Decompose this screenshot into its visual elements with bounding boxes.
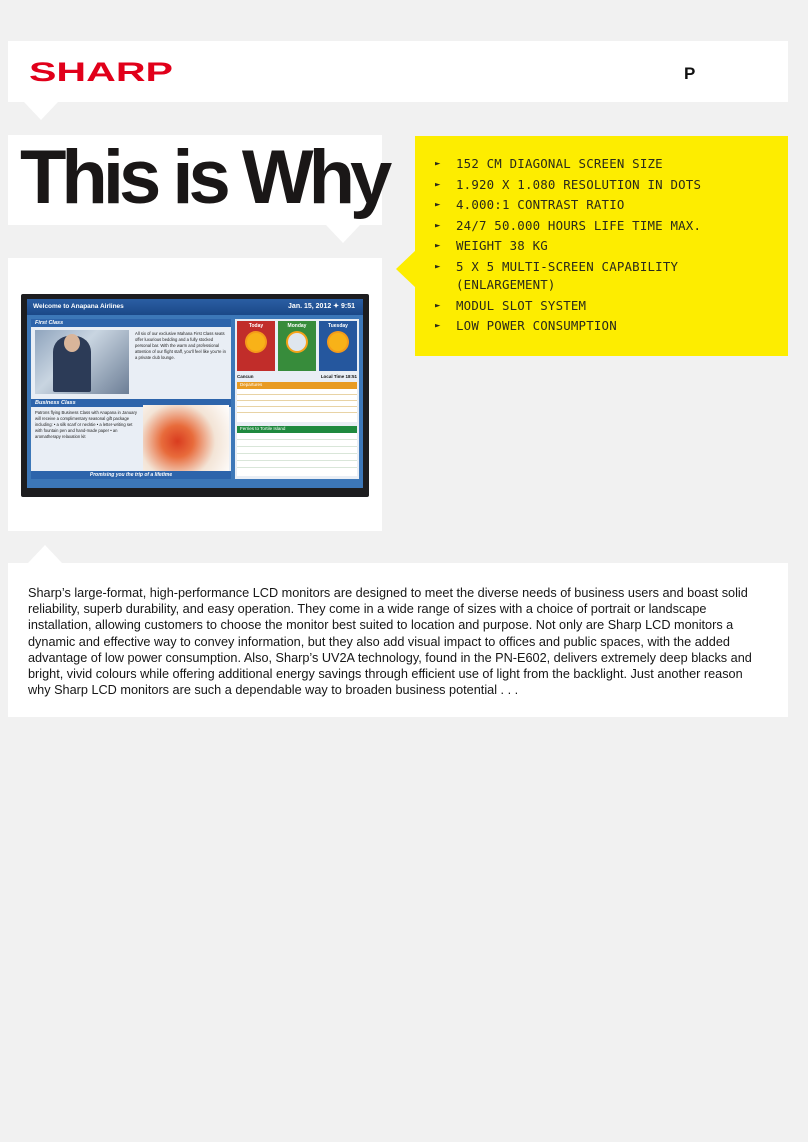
bullet-icon: ►: [435, 241, 441, 252]
headline: This is Why: [20, 135, 388, 220]
spec-item: ► MODUL SLOT SYSTEM: [435, 297, 587, 313]
header-pointer: [24, 102, 58, 120]
weather-monday: Monday: [278, 321, 316, 371]
spec-list: [433, 155, 778, 338]
operating-timetable: Ferries to Tortile Island: [237, 426, 357, 476]
cabin-photo: [35, 330, 129, 394]
business-class-heading: Business Class: [31, 399, 231, 407]
bullet-icon: ►: [435, 321, 441, 332]
monitor-screen: [27, 299, 363, 488]
spec-item: ► WEIGHT 38 KG: [435, 238, 548, 254]
flower-photo: [143, 405, 229, 471]
business-class-text: Patrons flying Business Class with Anapana in January will receive a complimentary seasonal gift package including: • a silk scarf or necktie • a letter-writing set with fountain pen and hand-made paper • an aromatherapy relaxation kit: [35, 410, 137, 439]
photo-pointer: [28, 545, 62, 563]
spec-pointer: [396, 250, 416, 288]
departures-table: Departures: [237, 382, 357, 422]
sun-icon: [288, 333, 306, 351]
spec-item: ► 5 X 5 MULTI-SCREEN CAPABILITY (ENLARGEMENT): [435, 258, 679, 292]
spec-item: ► 24/7 50.000 HOURS LIFE TIME MAX.: [435, 217, 702, 233]
sun-icon: [329, 333, 347, 351]
screen-title: Welcome to Anapana Airlines: [33, 303, 124, 310]
description-box: [8, 563, 788, 717]
first-class-heading: First Class: [31, 319, 231, 327]
sun-icon: [247, 333, 265, 351]
spec-item: ► 1.920 X 1.080 RESOLUTION IN DOTS: [435, 176, 702, 192]
lcd-monitor-image: [21, 294, 369, 497]
spec-box: [415, 136, 788, 356]
screen-datetime: Jan. 15, 2012 ✦ 9:51: [288, 303, 355, 310]
page-letter: P: [684, 64, 696, 83]
weather-today: Today: [237, 321, 275, 371]
headline-pointer: [326, 225, 360, 243]
header: [8, 41, 788, 102]
bullet-icon: ►: [435, 179, 441, 190]
screen-right-panel: [235, 319, 359, 479]
bullet-icon: ►: [435, 300, 441, 311]
svg-text:SHARP: SHARP: [29, 57, 173, 85]
location-line: Cancun Local Time 18:51: [237, 374, 357, 379]
bullet-icon: ►: [435, 200, 441, 211]
spec-item: ► 4.000:1 CONTRAST RATIO: [435, 197, 625, 213]
headline-box: [8, 135, 388, 225]
screen-left-panel: [31, 319, 231, 479]
bullet-icon: ►: [435, 159, 441, 169]
weather-tuesday: Tuesday: [319, 321, 357, 371]
first-class-text: All six of our exclusive Mahana First Class seats offer luxurious bedding and a fully stocked personal bar. With the warm and professional attention of our flight staff, you'll feel like you're in a private club lounge.: [135, 331, 226, 360]
bullet-icon: ►: [435, 220, 441, 231]
sharp-logo: [29, 57, 173, 85]
description-paragraph: Sharp’s large-format, high-performance LCD monitors are designed to meet the diverse needs of business users and boast solid reliability, superb durability, and easy operation. They come in a wide range of sizes with a choice of portrait or landscape installation, allowing customers to choose the monitor best suited to location and purpose. Not only are Sharp LCD monitors a dynamic and effective way to convey information, but they also add visual impact to offices and public spaces, with the added advantage of low power consumption. Also, Sharp’s UV2A technology, found in the PN-E602, delivers extremely deep blacks and bright, vivid colours while offering additional energy savings through efficient use of light from the backlight. Just another reason why Sharp LCD monitors are such a dependable way to broaden business potential . . .: [28, 586, 752, 698]
spec-item: ► 152 CM DIAGONAL SCREEN SIZE: [435, 156, 663, 171]
screen-title-bar: [27, 299, 363, 315]
spec-item: ► LOW POWER CONSUMPTION: [435, 318, 617, 334]
screen-banner: Promising you the trip of a lifetime: [31, 471, 231, 479]
product-photo-box: [8, 258, 382, 531]
bullet-icon: ►: [435, 261, 441, 272]
